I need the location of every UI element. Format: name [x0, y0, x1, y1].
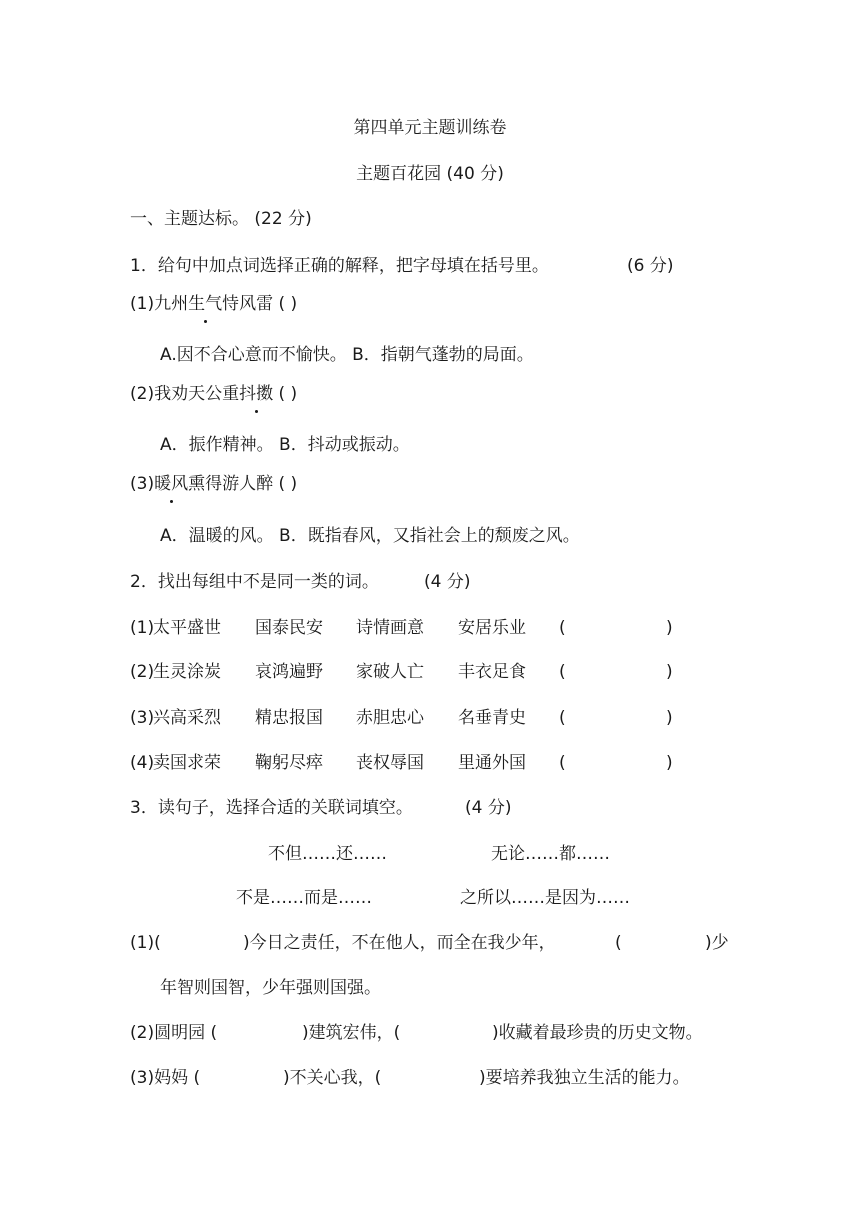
- q1-item-1-pre: (1)九州: [130, 294, 189, 314]
- q2-row-number: (4): [130, 753, 155, 773]
- q1-item-2-post: ( ): [273, 384, 298, 404]
- q1-item-1-dotted-word: 生气: [188, 294, 223, 314]
- sentence-part: )要培养我独立生活的能力。: [479, 1068, 690, 1088]
- q1-item-2-pre: (2)我劝天公重: [130, 384, 240, 404]
- sentence-part: )少: [705, 933, 729, 953]
- q2-word: 哀鸿遍野: [255, 662, 323, 682]
- sentence-part: (: [615, 933, 622, 953]
- sentence-part: )收藏着最珍贵的历史文物。: [492, 1023, 703, 1043]
- q2-row-number: (3): [130, 708, 155, 728]
- q2-word: 丧权辱国: [356, 753, 424, 773]
- sentence-part: (3)妈妈 (: [130, 1068, 201, 1088]
- q1-item-3-dotted-word: 暖风: [154, 474, 189, 494]
- answer-paren-close: ): [666, 753, 673, 773]
- q2-word: 赤胆忠心: [356, 708, 424, 728]
- answer-paren-open: (: [559, 708, 566, 728]
- q1-item-3-options: A．温暖的风。 B．既指春风，又指社会上的颓废之风。: [160, 526, 580, 546]
- sentence-part: (2)圆明园 (: [130, 1023, 218, 1043]
- section-heading: 一、主题达标。 (22 分): [130, 209, 312, 229]
- sentence-part: )建筑宏伟，(: [302, 1023, 401, 1043]
- sentence-part: )今日之责任，不在他人，而全在我少年，: [243, 933, 556, 953]
- q2-word: 名垂青史: [458, 708, 526, 728]
- q2-word: 家破人亡: [356, 662, 424, 682]
- q1-item-1: [130, 292, 297, 316]
- answer-paren-open: (: [559, 662, 566, 682]
- q3-stem: 3．读句子，选择合适的关联词填空。: [130, 798, 413, 818]
- q2-word: 太平盛世: [153, 618, 221, 638]
- answer-paren-open: (: [559, 618, 566, 638]
- q2-word: 安居乐业: [458, 618, 526, 638]
- sentence-part: (1)(: [130, 933, 161, 953]
- q2-word: 丰衣足食: [458, 662, 526, 682]
- answer-paren-close: ): [666, 708, 673, 728]
- q1-item-3-pre: (3): [130, 474, 155, 494]
- q3-score: (4 分): [465, 798, 512, 818]
- q1-item-2: [130, 382, 297, 406]
- page-title: 第四单元主题训练卷: [353, 118, 507, 138]
- q1-item-2-options: A．振作精神。 B．抖动或振动。: [160, 435, 410, 455]
- q2-word: 兴高采烈: [153, 708, 221, 728]
- q2-word: 精忠报国: [255, 708, 323, 728]
- q2-word: 国泰民安: [255, 618, 323, 638]
- q1-item-1-post: 恃风雷 ( ): [222, 294, 298, 314]
- q3-choice: 无论……都……: [491, 844, 610, 864]
- q3-choice: 之所以……是因为……: [460, 888, 630, 908]
- q2-word: 生灵涂炭: [153, 662, 221, 682]
- sentence-part: )不关心我，(: [283, 1068, 382, 1088]
- q2-score: (4 分): [424, 572, 471, 592]
- q3-choice: 不但……还……: [268, 844, 387, 864]
- q1-item-1-options: A.因不合心意而不愉快。 B．指朝气蓬勃的局面。: [160, 345, 534, 365]
- q1-item-3: [130, 472, 297, 496]
- sentence-part: 年智则国智，少年强则国强。: [160, 978, 381, 998]
- answer-paren-close: ): [666, 662, 673, 682]
- q1-score: (6 分): [627, 256, 674, 276]
- q2-stem: 2．找出每组中不是同一类的词。: [130, 572, 379, 592]
- answer-paren-open: (: [559, 753, 566, 773]
- q2-row-number: (2): [130, 662, 155, 682]
- q2-word: 里通外国: [458, 753, 526, 773]
- q3-choice: 不是……而是……: [236, 888, 372, 908]
- answer-paren-close: ): [666, 618, 673, 638]
- q2-word: 诗情画意: [356, 618, 424, 638]
- page-subtitle: 主题百花园 (40 分): [356, 164, 504, 184]
- q1-item-2-dotted-word: 抖擞: [239, 384, 274, 404]
- q2-word: 鞠躬尽瘁: [255, 753, 323, 773]
- q2-word: 卖国求荣: [153, 753, 221, 773]
- q2-row-number: (1): [130, 618, 155, 638]
- q1-stem: 1．给句中加点词选择正确的解释，把字母填在括号里。: [130, 256, 549, 276]
- q1-item-3-post: 熏得游人醉 ( ): [188, 474, 298, 494]
